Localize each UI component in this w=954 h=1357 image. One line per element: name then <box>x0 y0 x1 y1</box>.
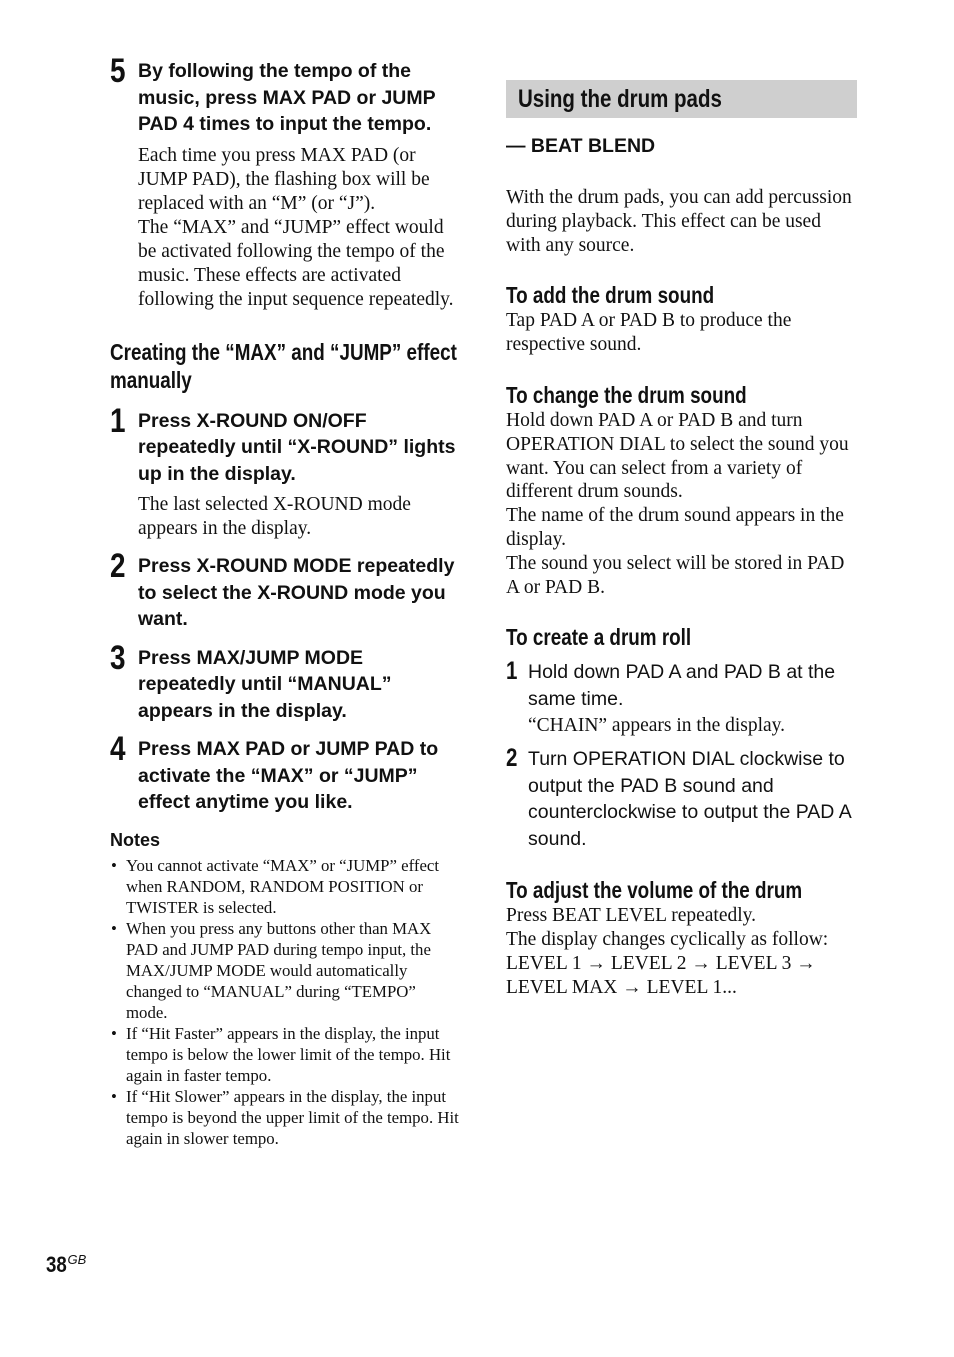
volume-text: Press BEAT LEVEL repeatedly. <box>506 905 757 927</box>
page-number <box>46 1252 86 1278</box>
volume-levels: LEVEL 1 → LEVEL 2 → LEVEL 3 → LEVEL MAX → LEVEL 1... <box>506 952 816 998</box>
step-body: The last selected X-ROUND mode appears in the display. <box>138 494 411 539</box>
change-drum-sound-text: The name of the drum sound appears in the display. <box>506 505 844 550</box>
notes-list <box>110 855 460 1149</box>
step-title: Press X-ROUND MODE repeatedly to select the X-ROUND mode you want. <box>138 555 455 630</box>
note-item <box>110 1023 460 1086</box>
step-title: Turn OPERATION DIAL clockwise to output the PAD B sound and counterclockwise to output the PAD A sound. <box>528 748 851 850</box>
section-heading-manual: Creating the “MAX” and “JUMP” effect manually <box>110 338 457 393</box>
heading-change-drum-sound: To change the drum sound <box>506 381 747 408</box>
heading-add-drum-sound: To add the drum sound <box>506 282 715 309</box>
section-subtitle: — BEAT BLEND <box>506 135 656 157</box>
region-code: GB <box>67 1252 87 1267</box>
step-number: 2 <box>110 547 126 585</box>
note-item <box>110 1086 460 1149</box>
note-text: When you press any buttons other than MAX PAD and JUMP PAD during tempo input, the MAX/JUMP MODE would automatically changed to “MANUAL” during “TEMPO” mode. <box>126 918 432 1022</box>
bullet-icon: • <box>111 1023 117 1043</box>
note-text: If “Hit Faster” appears in the display, the input tempo is below the lower limit of the tempo. Hit again in faster tempo. <box>126 1023 451 1085</box>
step-body: “CHAIN” appears in the display. <box>528 715 786 737</box>
drum-roll-step-2 <box>506 746 858 852</box>
right-column <box>506 80 858 1000</box>
note-text: If “Hit Slower” appears in the display, the input tempo is beyond the upper limit of the tempo. Hit again in slower tempo. <box>126 1086 459 1148</box>
step-title: By following the tempo of the music, press MAX PAD or JUMP PAD 4 times to input the tempo. <box>138 60 436 135</box>
note-text: You cannot activate “MAX” or “JUMP” effect when RANDOM, RANDOM POSITION or TWISTER is selected. <box>126 855 440 917</box>
step-body: The “MAX” and “JUMP” effect would be activated following the tempo of the music. These effects are activated following the input sequence repeatedly. <box>138 216 454 310</box>
step-title: Hold down PAD A and PAD B at the same time. <box>528 661 836 710</box>
heading-adjust-volume: To adjust the volume of the drum <box>506 877 803 904</box>
heading-drum-roll: To create a drum roll <box>506 624 692 651</box>
step-1 <box>110 401 460 542</box>
change-drum-sound-text: Hold down PAD A or PAD B and turn OPERATION DIAL to select the sound you want. You can select from a variety of different drum sounds. <box>506 409 849 503</box>
section-title-bar <box>506 80 857 118</box>
step-number: 3 <box>110 638 126 677</box>
step-3 <box>110 638 460 725</box>
change-drum-sound-text: The sound you select will be stored in PAD A or PAD B. <box>506 552 845 598</box>
step-number: 1 <box>110 401 126 440</box>
step-title: Press MAX PAD or JUMP PAD to activate the “MAX” or “JUMP” effect anytime you like. <box>138 738 439 813</box>
intro-text: With the drum pads, you can add percussion during playback. This effect can be used with any source. <box>506 187 852 256</box>
step-2 <box>110 547 460 633</box>
step-title: Press X-ROUND ON/OFF repeatedly until “X-ROUND” lights up in the display. <box>138 409 456 485</box>
step-body: Each time you press MAX PAD (or JUMP PAD), the flashing box will be replaced with an “M” (or “J”). <box>138 144 430 214</box>
volume-text: The display changes cyclically as follow: <box>506 929 829 951</box>
bullet-icon: • <box>111 855 117 875</box>
step-number: 4 <box>110 730 126 768</box>
step-number: 1 <box>506 657 518 686</box>
page-number-value: 38 <box>46 1252 67 1277</box>
bullet-icon: • <box>111 918 117 938</box>
section-title: Using the drum pads <box>518 85 722 113</box>
step-5 <box>110 52 460 312</box>
bullet-icon: • <box>111 1086 117 1106</box>
notes-section <box>110 830 460 1149</box>
note-item <box>110 918 460 1023</box>
left-column <box>110 52 460 1149</box>
step-number: 5 <box>110 52 126 90</box>
drum-roll-step-1 <box>506 659 858 738</box>
step-title: Press MAX/JUMP MODE repeatedly until “MANUAL” appears in the display. <box>138 646 392 722</box>
step-number: 2 <box>506 744 518 773</box>
note-item <box>110 855 460 918</box>
notes-title: Notes <box>110 829 161 850</box>
step-4 <box>110 730 460 816</box>
add-drum-sound-text: Tap PAD A or PAD B to produce the respective sound. <box>506 310 792 356</box>
